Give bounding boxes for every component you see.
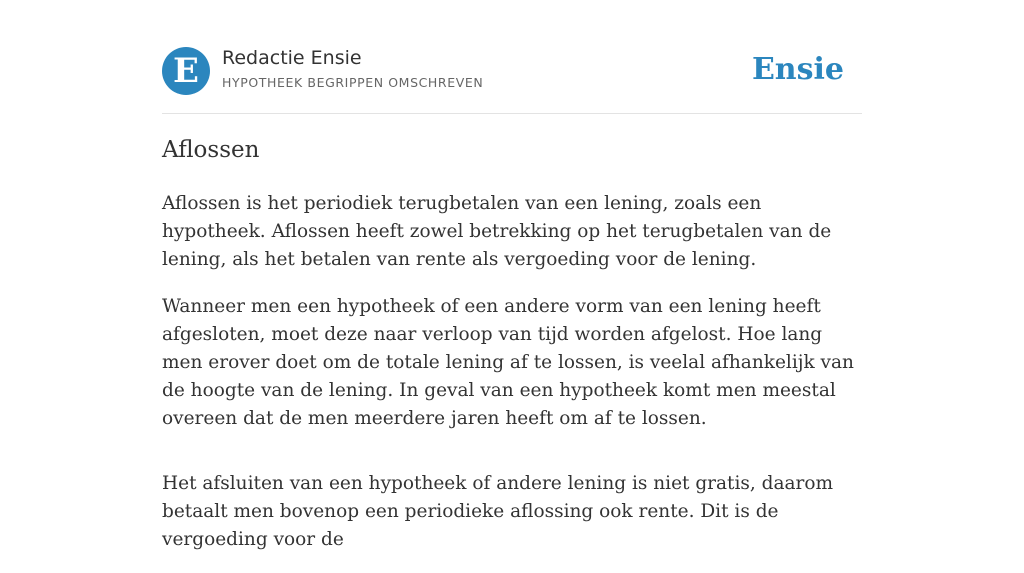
author-name[interactable]: Redactie Ensie (222, 47, 362, 69)
article-paragraph: Wanneer men een hypotheek of een andere vorm van een lening heeft afgesloten, moet deze naar verloop van tijd worden afgelost. Hoe lang men erover doet om de totale lening af te lossen, is veelal afhankelijk van de hoogte van de lening. In geval van een hypotheek komt men meestal overeen dat de men meerdere jaren heeft om af te lossen. (162, 296, 854, 429)
category-label[interactable]: HYPOTHEEK BEGRIPPEN OMSCHREVEN (222, 75, 484, 90)
article-title: Aflossen (162, 137, 260, 163)
article-body (162, 190, 862, 573)
article-header (162, 46, 862, 96)
article-paragraph: Het afsluiten van een hypotheek of andere lening is niet gratis, daarom betaalt men bovenop een periodieke aflossing ook rente. Dit is de vergoeding voor de (162, 473, 834, 550)
article-paragraph: Aflossen is het periodiek terugbetalen van een lening, zoals een hypotheek. Aflossen heeft zowel betrekking op het terugbetalen van de lening, als het betalen van rente als vergoeding voor de lening. (162, 193, 832, 270)
ensie-logo-badge[interactable] (162, 47, 210, 95)
article-card (162, 0, 862, 550)
ensie-brand-logo[interactable]: Ensie (751, 52, 844, 87)
logo-letter: E (173, 51, 199, 91)
header-divider (162, 113, 862, 114)
